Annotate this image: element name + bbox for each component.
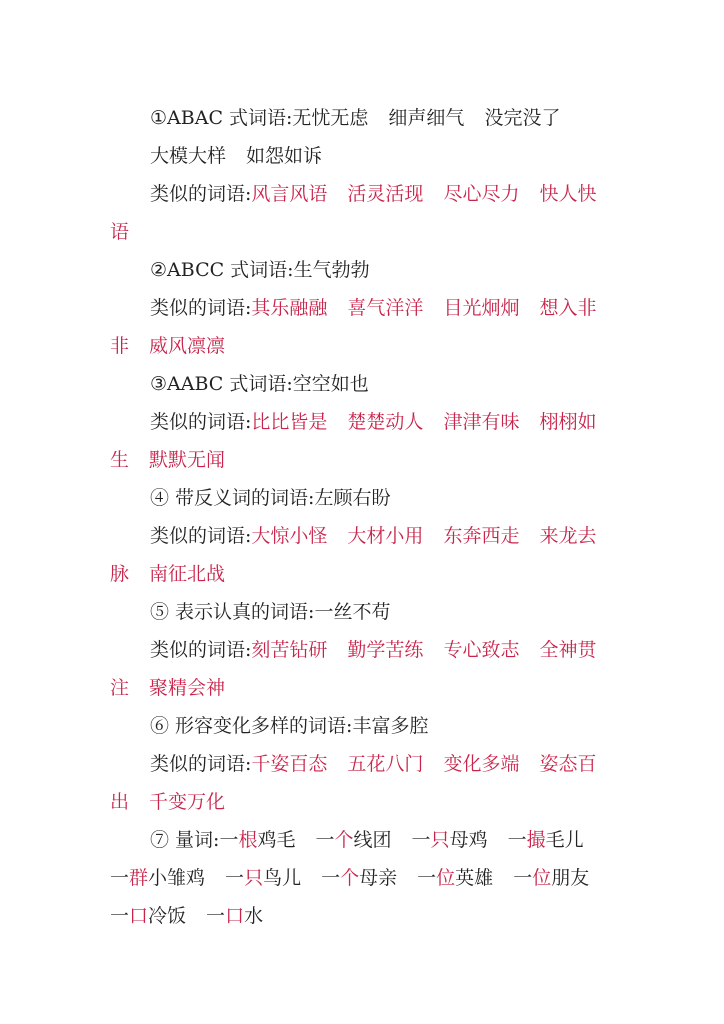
text-segment: 冷饭 [148,905,187,927]
highlighted-term: 刻苦钻研 [251,639,328,661]
highlighted-term: 脉 [110,563,130,585]
text-segment: 母亲 [359,867,398,889]
text-segment: 细声细气 [388,107,465,129]
text-line [150,749,610,779]
text-segment: 一 [110,905,130,927]
highlighted-term: 威风凛凛 [149,335,226,357]
text-segment: ③AABC 式词语:空空如也 [150,373,369,395]
highlighted-term: 位 [532,867,552,889]
text-segment: 没完没了 [484,107,561,129]
text-line [150,293,610,323]
highlighted-term: 变化多端 [443,753,520,775]
text-line [150,407,610,437]
text-line [150,483,610,513]
text-segment: 类似的词语: [150,753,252,775]
text-segment: 类似的词语: [150,183,252,205]
text-line [110,559,610,589]
highlighted-term: 姿态百 [539,753,597,775]
text-segment: ④ 带反义词的词语:左顾右盼 [150,487,391,509]
highlighted-term: 快人快 [539,183,597,205]
text-segment: 如怨如诉 [246,145,323,167]
text-segment: 线团 [353,829,392,851]
text-segment: 一 [206,905,226,927]
highlighted-term: 想入非 [539,297,597,319]
highlighted-term: 聚精会神 [149,677,226,699]
text-segment: 鸟儿 [263,867,302,889]
highlighted-term: 来龙去 [539,525,597,547]
highlighted-term: 南征北战 [149,563,226,585]
highlighted-term: 非 [110,335,130,357]
highlighted-term: 只 [244,867,264,889]
text-segment: 一 [110,867,130,889]
highlighted-term: 东奔西走 [443,525,520,547]
text-segment: 鸡毛 [257,829,296,851]
text-segment: 英雄 [455,867,494,889]
text-line [150,369,610,399]
highlighted-term: 千姿百态 [251,753,328,775]
highlighted-term: 群 [129,867,149,889]
text-segment: 朋友 [551,867,590,889]
text-segment: ⑦ 量词:一 [150,829,239,851]
text-segment: ①ABAC 式词语:无忧无虑 [150,107,369,129]
highlighted-term: 语 [110,221,130,243]
highlighted-term: 个 [340,867,360,889]
highlighted-term: 出 [110,791,130,813]
text-line [110,673,610,703]
text-line [110,331,610,361]
text-segment: 母鸡 [449,829,488,851]
highlighted-term: 千变万化 [149,791,226,813]
highlighted-term: 注 [110,677,130,699]
highlighted-term: 风言风语 [251,183,328,205]
text-segment: 小雏鸡 [148,867,206,889]
highlighted-term: 比比皆是 [251,411,328,433]
highlighted-term: 大惊小怪 [251,525,328,547]
highlighted-term: 个 [334,829,354,851]
text-segment: ⑥ 形容变化多样的词语:丰富多腔 [150,715,429,737]
highlighted-term: 尽心尽力 [443,183,520,205]
text-line [150,179,610,209]
highlighted-term: 口 [225,905,245,927]
text-line [110,445,610,475]
text-segment: 一 [225,867,245,889]
text-segment: 毛儿 [545,829,584,851]
text-line [110,787,610,817]
highlighted-term: 默默无闻 [149,449,226,471]
text-segment: 水 [244,905,264,927]
text-segment: 大模大样 [150,145,227,167]
text-line [150,255,610,285]
text-line [110,863,610,893]
text-segment: 一 [417,867,437,889]
highlighted-term: 活灵活现 [347,183,424,205]
highlighted-term: 全神贯 [539,639,597,661]
highlighted-term: 目光炯炯 [443,297,520,319]
highlighted-term: 只 [430,829,450,851]
text-segment: 一 [507,829,527,851]
text-segment: 一 [513,867,533,889]
highlighted-term: 位 [436,867,456,889]
text-segment: 类似的词语: [150,297,252,319]
highlighted-term: 生 [110,449,130,471]
text-line [150,711,610,741]
text-segment: 类似的词语: [150,525,252,547]
text-segment: 类似的词语: [150,411,252,433]
text-segment: 一 [321,867,341,889]
highlighted-term: 栩栩如 [539,411,597,433]
text-line [150,825,610,855]
highlighted-term: 楚楚动人 [347,411,424,433]
text-segment: 类似的词语: [150,639,252,661]
text-line [150,635,610,665]
highlighted-term: 勤学苦练 [347,639,424,661]
highlighted-term: 根 [238,829,258,851]
text-line [150,103,610,133]
highlighted-term: 津津有味 [443,411,520,433]
highlighted-term: 专心致志 [443,639,520,661]
text-line [110,901,610,931]
highlighted-term: 大材小用 [347,525,424,547]
text-line [150,141,610,171]
highlighted-term: 五花八门 [347,753,424,775]
highlighted-term: 其乐融融 [251,297,328,319]
text-segment: 一 [315,829,335,851]
text-segment: ②ABCC 式词语:生气勃勃 [150,259,370,281]
highlighted-term: 口 [129,905,149,927]
text-segment: ⑤ 表示认真的词语:一丝不苟 [150,601,391,623]
highlighted-term: 撮 [526,829,546,851]
text-line [150,597,610,627]
text-line [110,217,610,247]
highlighted-term: 喜气洋洋 [347,297,424,319]
text-line [150,521,610,551]
text-segment: 一 [411,829,431,851]
